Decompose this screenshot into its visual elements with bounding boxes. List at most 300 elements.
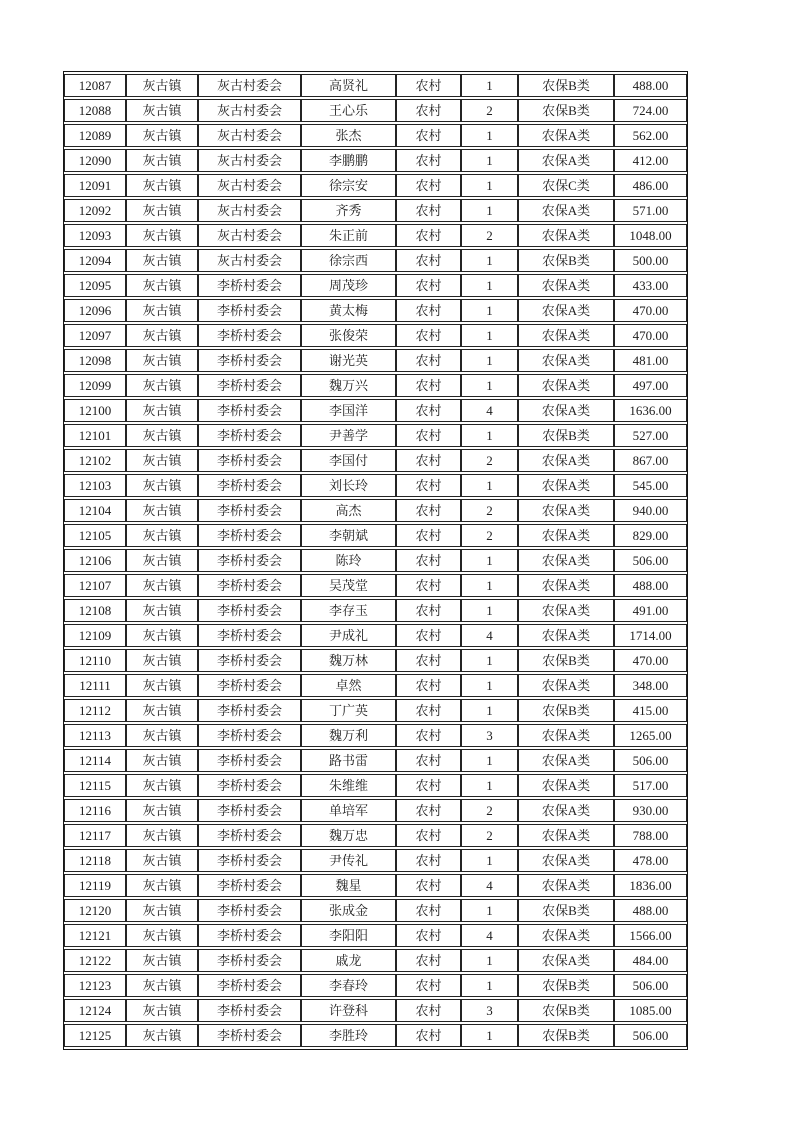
cell-amount: 486.00 bbox=[614, 174, 687, 197]
cell-town: 灰古镇 bbox=[126, 374, 198, 397]
cell-town: 灰古镇 bbox=[126, 74, 198, 97]
cell-town: 灰古镇 bbox=[126, 974, 198, 997]
cell-town: 灰古镇 bbox=[126, 999, 198, 1022]
cell-person_count: 1 bbox=[461, 299, 518, 322]
cell-serial_no: 12122 bbox=[64, 949, 126, 972]
table-row bbox=[64, 674, 687, 697]
cell-person_count: 4 bbox=[461, 874, 518, 897]
cell-person_name: 魏星 bbox=[301, 874, 396, 897]
cell-person_count: 1 bbox=[461, 599, 518, 622]
cell-person_name: 周茂珍 bbox=[301, 274, 396, 297]
table-row bbox=[64, 899, 687, 922]
cell-village_committee: 李桥村委会 bbox=[198, 549, 301, 572]
cell-insurance_class: 农保A类 bbox=[518, 399, 614, 422]
cell-amount: 545.00 bbox=[614, 474, 687, 497]
cell-residence_type: 农村 bbox=[396, 599, 461, 622]
cell-residence_type: 农村 bbox=[396, 99, 461, 122]
table-row bbox=[64, 74, 687, 97]
table-row bbox=[64, 499, 687, 522]
table-row bbox=[64, 699, 687, 722]
cell-town: 灰古镇 bbox=[126, 724, 198, 747]
cell-residence_type: 农村 bbox=[396, 124, 461, 147]
cell-person_name: 尹善学 bbox=[301, 424, 396, 447]
cell-insurance_class: 农保A类 bbox=[518, 224, 614, 247]
cell-residence_type: 农村 bbox=[396, 974, 461, 997]
cell-amount: 488.00 bbox=[614, 74, 687, 97]
table-row bbox=[64, 524, 687, 547]
cell-insurance_class: 农保B类 bbox=[518, 999, 614, 1022]
cell-person_count: 1 bbox=[461, 849, 518, 872]
table-row bbox=[64, 949, 687, 972]
table-row bbox=[64, 99, 687, 122]
cell-village_committee: 灰古村委会 bbox=[198, 74, 301, 97]
cell-person_name: 李朝斌 bbox=[301, 524, 396, 547]
table-row bbox=[64, 999, 687, 1022]
cell-residence_type: 农村 bbox=[396, 174, 461, 197]
cell-residence_type: 农村 bbox=[396, 524, 461, 547]
cell-village_committee: 李桥村委会 bbox=[198, 399, 301, 422]
cell-serial_no: 12125 bbox=[64, 1024, 126, 1047]
table-row bbox=[64, 124, 687, 147]
cell-town: 灰古镇 bbox=[126, 149, 198, 172]
cell-serial_no: 12111 bbox=[64, 674, 126, 697]
cell-person_name: 尹成礼 bbox=[301, 624, 396, 647]
cell-person_name: 谢光英 bbox=[301, 349, 396, 372]
cell-village_committee: 灰古村委会 bbox=[198, 124, 301, 147]
cell-village_committee: 李桥村委会 bbox=[198, 449, 301, 472]
cell-person_name: 卓然 bbox=[301, 674, 396, 697]
cell-serial_no: 12113 bbox=[64, 724, 126, 747]
cell-residence_type: 农村 bbox=[396, 749, 461, 772]
table-row bbox=[64, 299, 687, 322]
cell-amount: 867.00 bbox=[614, 449, 687, 472]
table-body bbox=[64, 74, 687, 1047]
table-row bbox=[64, 724, 687, 747]
cell-insurance_class: 农保A类 bbox=[518, 499, 614, 522]
cell-amount: 1566.00 bbox=[614, 924, 687, 947]
cell-insurance_class: 农保B类 bbox=[518, 99, 614, 122]
table-row bbox=[64, 449, 687, 472]
cell-residence_type: 农村 bbox=[396, 424, 461, 447]
cell-amount: 517.00 bbox=[614, 774, 687, 797]
cell-town: 灰古镇 bbox=[126, 274, 198, 297]
cell-village_committee: 李桥村委会 bbox=[198, 774, 301, 797]
table-row bbox=[64, 624, 687, 647]
cell-village_committee: 李桥村委会 bbox=[198, 374, 301, 397]
cell-residence_type: 农村 bbox=[396, 324, 461, 347]
cell-person_name: 张杰 bbox=[301, 124, 396, 147]
cell-residence_type: 农村 bbox=[396, 299, 461, 322]
cell-insurance_class: 农保B类 bbox=[518, 424, 614, 447]
cell-village_committee: 李桥村委会 bbox=[198, 924, 301, 947]
table-row bbox=[64, 774, 687, 797]
cell-person_count: 1 bbox=[461, 349, 518, 372]
cell-insurance_class: 农保B类 bbox=[518, 699, 614, 722]
cell-village_committee: 李桥村委会 bbox=[198, 524, 301, 547]
cell-person_name: 徐宗西 bbox=[301, 249, 396, 272]
cell-town: 灰古镇 bbox=[126, 649, 198, 672]
cell-serial_no: 12089 bbox=[64, 124, 126, 147]
table-row bbox=[64, 924, 687, 947]
cell-serial_no: 12092 bbox=[64, 199, 126, 222]
cell-town: 灰古镇 bbox=[126, 549, 198, 572]
cell-amount: 1085.00 bbox=[614, 999, 687, 1022]
cell-insurance_class: 农保A类 bbox=[518, 574, 614, 597]
cell-serial_no: 12110 bbox=[64, 649, 126, 672]
cell-person_name: 李胜玲 bbox=[301, 1024, 396, 1047]
cell-residence_type: 农村 bbox=[396, 249, 461, 272]
cell-serial_no: 12088 bbox=[64, 99, 126, 122]
cell-town: 灰古镇 bbox=[126, 824, 198, 847]
cell-residence_type: 农村 bbox=[396, 499, 461, 522]
table-row bbox=[64, 374, 687, 397]
table-row bbox=[64, 824, 687, 847]
cell-town: 灰古镇 bbox=[126, 474, 198, 497]
cell-person_count: 1 bbox=[461, 974, 518, 997]
cell-amount: 497.00 bbox=[614, 374, 687, 397]
cell-serial_no: 12117 bbox=[64, 824, 126, 847]
cell-town: 灰古镇 bbox=[126, 199, 198, 222]
cell-amount: 571.00 bbox=[614, 199, 687, 222]
cell-village_committee: 李桥村委会 bbox=[198, 874, 301, 897]
cell-person_count: 1 bbox=[461, 424, 518, 447]
cell-insurance_class: 农保B类 bbox=[518, 74, 614, 97]
cell-person_count: 1 bbox=[461, 674, 518, 697]
cell-insurance_class: 农保A类 bbox=[518, 924, 614, 947]
table-row bbox=[64, 799, 687, 822]
cell-person_count: 1 bbox=[461, 549, 518, 572]
cell-insurance_class: 农保C类 bbox=[518, 174, 614, 197]
cell-serial_no: 12114 bbox=[64, 749, 126, 772]
cell-person_name: 张成金 bbox=[301, 899, 396, 922]
cell-residence_type: 农村 bbox=[396, 224, 461, 247]
cell-town: 灰古镇 bbox=[126, 424, 198, 447]
cell-amount: 470.00 bbox=[614, 649, 687, 672]
cell-town: 灰古镇 bbox=[126, 499, 198, 522]
cell-insurance_class: 农保B类 bbox=[518, 974, 614, 997]
cell-town: 灰古镇 bbox=[126, 1024, 198, 1047]
cell-amount: 415.00 bbox=[614, 699, 687, 722]
cell-residence_type: 农村 bbox=[396, 624, 461, 647]
cell-serial_no: 12115 bbox=[64, 774, 126, 797]
cell-village_committee: 李桥村委会 bbox=[198, 474, 301, 497]
cell-town: 灰古镇 bbox=[126, 524, 198, 547]
cell-insurance_class: 农保A类 bbox=[518, 624, 614, 647]
cell-insurance_class: 农保A类 bbox=[518, 674, 614, 697]
cell-person_count: 1 bbox=[461, 249, 518, 272]
cell-residence_type: 农村 bbox=[396, 849, 461, 872]
cell-village_committee: 李桥村委会 bbox=[198, 724, 301, 747]
cell-town: 灰古镇 bbox=[126, 774, 198, 797]
cell-town: 灰古镇 bbox=[126, 449, 198, 472]
cell-residence_type: 农村 bbox=[396, 674, 461, 697]
table-container bbox=[63, 71, 688, 1050]
cell-village_committee: 灰古村委会 bbox=[198, 174, 301, 197]
records-table bbox=[63, 71, 688, 1050]
cell-village_committee: 李桥村委会 bbox=[198, 999, 301, 1022]
cell-person_name: 李存玉 bbox=[301, 599, 396, 622]
cell-residence_type: 农村 bbox=[396, 874, 461, 897]
cell-person_count: 1 bbox=[461, 274, 518, 297]
cell-insurance_class: 农保A类 bbox=[518, 474, 614, 497]
cell-amount: 1836.00 bbox=[614, 874, 687, 897]
cell-person_name: 魏万利 bbox=[301, 724, 396, 747]
cell-town: 灰古镇 bbox=[126, 699, 198, 722]
cell-residence_type: 农村 bbox=[396, 1024, 461, 1047]
cell-town: 灰古镇 bbox=[126, 349, 198, 372]
cell-town: 灰古镇 bbox=[126, 299, 198, 322]
cell-insurance_class: 农保A类 bbox=[518, 799, 614, 822]
cell-person_count: 4 bbox=[461, 624, 518, 647]
table-row bbox=[64, 849, 687, 872]
table-row bbox=[64, 174, 687, 197]
cell-village_committee: 灰古村委会 bbox=[198, 224, 301, 247]
cell-amount: 1714.00 bbox=[614, 624, 687, 647]
cell-person_name: 朱维维 bbox=[301, 774, 396, 797]
cell-insurance_class: 农保A类 bbox=[518, 749, 614, 772]
cell-amount: 527.00 bbox=[614, 424, 687, 447]
cell-serial_no: 12108 bbox=[64, 599, 126, 622]
cell-village_committee: 李桥村委会 bbox=[198, 349, 301, 372]
cell-serial_no: 12090 bbox=[64, 149, 126, 172]
cell-person_count: 1 bbox=[461, 174, 518, 197]
cell-insurance_class: 农保A类 bbox=[518, 274, 614, 297]
cell-town: 灰古镇 bbox=[126, 249, 198, 272]
cell-person_count: 1 bbox=[461, 1024, 518, 1047]
cell-insurance_class: 农保A类 bbox=[518, 774, 614, 797]
cell-person_count: 2 bbox=[461, 224, 518, 247]
cell-residence_type: 农村 bbox=[396, 999, 461, 1022]
cell-serial_no: 12124 bbox=[64, 999, 126, 1022]
cell-serial_no: 12101 bbox=[64, 424, 126, 447]
cell-person_name: 李阳阳 bbox=[301, 924, 396, 947]
table-row bbox=[64, 399, 687, 422]
cell-person_name: 李鹏鹏 bbox=[301, 149, 396, 172]
cell-serial_no: 12112 bbox=[64, 699, 126, 722]
cell-town: 灰古镇 bbox=[126, 99, 198, 122]
cell-amount: 506.00 bbox=[614, 1024, 687, 1047]
cell-insurance_class: 农保A类 bbox=[518, 724, 614, 747]
cell-person_name: 李国洋 bbox=[301, 399, 396, 422]
cell-amount: 506.00 bbox=[614, 749, 687, 772]
cell-residence_type: 农村 bbox=[396, 399, 461, 422]
cell-residence_type: 农村 bbox=[396, 724, 461, 747]
cell-residence_type: 农村 bbox=[396, 824, 461, 847]
cell-town: 灰古镇 bbox=[126, 849, 198, 872]
cell-serial_no: 12103 bbox=[64, 474, 126, 497]
cell-person_name: 吴茂堂 bbox=[301, 574, 396, 597]
cell-person_count: 1 bbox=[461, 74, 518, 97]
cell-village_committee: 李桥村委会 bbox=[198, 849, 301, 872]
cell-person_name: 王心乐 bbox=[301, 99, 396, 122]
cell-amount: 491.00 bbox=[614, 599, 687, 622]
cell-insurance_class: 农保A类 bbox=[518, 349, 614, 372]
cell-serial_no: 12105 bbox=[64, 524, 126, 547]
cell-residence_type: 农村 bbox=[396, 899, 461, 922]
cell-person_count: 2 bbox=[461, 799, 518, 822]
cell-serial_no: 12121 bbox=[64, 924, 126, 947]
cell-person_count: 4 bbox=[461, 924, 518, 947]
table-row bbox=[64, 349, 687, 372]
table-row bbox=[64, 1024, 687, 1047]
cell-village_committee: 李桥村委会 bbox=[198, 599, 301, 622]
cell-residence_type: 农村 bbox=[396, 799, 461, 822]
cell-town: 灰古镇 bbox=[126, 874, 198, 897]
cell-residence_type: 农村 bbox=[396, 774, 461, 797]
cell-residence_type: 农村 bbox=[396, 649, 461, 672]
cell-amount: 562.00 bbox=[614, 124, 687, 147]
cell-town: 灰古镇 bbox=[126, 574, 198, 597]
cell-person_name: 戚龙 bbox=[301, 949, 396, 972]
cell-person_count: 2 bbox=[461, 449, 518, 472]
cell-town: 灰古镇 bbox=[126, 949, 198, 972]
cell-person_name: 魏万忠 bbox=[301, 824, 396, 847]
table-row bbox=[64, 574, 687, 597]
cell-amount: 412.00 bbox=[614, 149, 687, 172]
cell-person_count: 2 bbox=[461, 824, 518, 847]
cell-village_committee: 李桥村委会 bbox=[198, 574, 301, 597]
table-row bbox=[64, 249, 687, 272]
cell-residence_type: 农村 bbox=[396, 349, 461, 372]
cell-village_committee: 李桥村委会 bbox=[198, 899, 301, 922]
cell-person_name: 朱正前 bbox=[301, 224, 396, 247]
cell-person_name: 路书雷 bbox=[301, 749, 396, 772]
cell-serial_no: 12102 bbox=[64, 449, 126, 472]
cell-person_name: 尹传礼 bbox=[301, 849, 396, 872]
cell-insurance_class: 农保A类 bbox=[518, 374, 614, 397]
cell-amount: 1265.00 bbox=[614, 724, 687, 747]
cell-person_name: 高杰 bbox=[301, 499, 396, 522]
cell-serial_no: 12097 bbox=[64, 324, 126, 347]
cell-village_committee: 灰古村委会 bbox=[198, 199, 301, 222]
cell-person_name: 许登科 bbox=[301, 999, 396, 1022]
cell-person_count: 1 bbox=[461, 374, 518, 397]
cell-town: 灰古镇 bbox=[126, 749, 198, 772]
cell-person_count: 1 bbox=[461, 774, 518, 797]
table-row bbox=[64, 274, 687, 297]
cell-amount: 478.00 bbox=[614, 849, 687, 872]
table-row bbox=[64, 649, 687, 672]
cell-insurance_class: 农保A类 bbox=[518, 449, 614, 472]
cell-insurance_class: 农保A类 bbox=[518, 199, 614, 222]
cell-amount: 484.00 bbox=[614, 949, 687, 972]
cell-amount: 470.00 bbox=[614, 324, 687, 347]
cell-person_count: 4 bbox=[461, 399, 518, 422]
cell-amount: 500.00 bbox=[614, 249, 687, 272]
cell-residence_type: 农村 bbox=[396, 149, 461, 172]
table-row bbox=[64, 599, 687, 622]
cell-serial_no: 12096 bbox=[64, 299, 126, 322]
cell-insurance_class: 农保A类 bbox=[518, 949, 614, 972]
cell-amount: 930.00 bbox=[614, 799, 687, 822]
cell-residence_type: 农村 bbox=[396, 274, 461, 297]
table-row bbox=[64, 874, 687, 897]
table-row bbox=[64, 199, 687, 222]
cell-insurance_class: 农保A类 bbox=[518, 124, 614, 147]
cell-residence_type: 农村 bbox=[396, 574, 461, 597]
cell-amount: 481.00 bbox=[614, 349, 687, 372]
cell-person_name: 张俊荣 bbox=[301, 324, 396, 347]
cell-insurance_class: 农保B类 bbox=[518, 1024, 614, 1047]
cell-village_committee: 李桥村委会 bbox=[198, 674, 301, 697]
cell-person_count: 1 bbox=[461, 124, 518, 147]
cell-village_committee: 李桥村委会 bbox=[198, 299, 301, 322]
cell-amount: 788.00 bbox=[614, 824, 687, 847]
cell-amount: 940.00 bbox=[614, 499, 687, 522]
cell-person_count: 3 bbox=[461, 724, 518, 747]
cell-person_name: 徐宗安 bbox=[301, 174, 396, 197]
cell-person_count: 1 bbox=[461, 899, 518, 922]
cell-town: 灰古镇 bbox=[126, 599, 198, 622]
cell-insurance_class: 农保A类 bbox=[518, 524, 614, 547]
cell-person_name: 单培军 bbox=[301, 799, 396, 822]
table-row bbox=[64, 424, 687, 447]
cell-person_name: 黄太梅 bbox=[301, 299, 396, 322]
cell-person_name: 魏万兴 bbox=[301, 374, 396, 397]
cell-insurance_class: 农保A类 bbox=[518, 149, 614, 172]
cell-person_count: 2 bbox=[461, 99, 518, 122]
cell-village_committee: 李桥村委会 bbox=[198, 649, 301, 672]
cell-amount: 348.00 bbox=[614, 674, 687, 697]
cell-serial_no: 12118 bbox=[64, 849, 126, 872]
cell-person_name: 李国付 bbox=[301, 449, 396, 472]
cell-residence_type: 农村 bbox=[396, 474, 461, 497]
cell-town: 灰古镇 bbox=[126, 924, 198, 947]
cell-person_count: 2 bbox=[461, 524, 518, 547]
cell-person_name: 李春玲 bbox=[301, 974, 396, 997]
cell-serial_no: 12091 bbox=[64, 174, 126, 197]
cell-person_count: 1 bbox=[461, 574, 518, 597]
cell-village_committee: 李桥村委会 bbox=[198, 824, 301, 847]
cell-village_committee: 李桥村委会 bbox=[198, 499, 301, 522]
cell-insurance_class: 农保A类 bbox=[518, 549, 614, 572]
table-row bbox=[64, 749, 687, 772]
cell-serial_no: 12098 bbox=[64, 349, 126, 372]
cell-insurance_class: 农保B类 bbox=[518, 249, 614, 272]
cell-village_committee: 李桥村委会 bbox=[198, 799, 301, 822]
cell-amount: 433.00 bbox=[614, 274, 687, 297]
cell-person_name: 魏万林 bbox=[301, 649, 396, 672]
cell-village_committee: 李桥村委会 bbox=[198, 424, 301, 447]
cell-town: 灰古镇 bbox=[126, 399, 198, 422]
cell-person_name: 丁广英 bbox=[301, 699, 396, 722]
cell-serial_no: 12099 bbox=[64, 374, 126, 397]
cell-amount: 488.00 bbox=[614, 574, 687, 597]
cell-serial_no: 12116 bbox=[64, 799, 126, 822]
cell-insurance_class: 农保A类 bbox=[518, 324, 614, 347]
cell-person_count: 1 bbox=[461, 699, 518, 722]
cell-insurance_class: 农保A类 bbox=[518, 874, 614, 897]
cell-village_committee: 李桥村委会 bbox=[198, 324, 301, 347]
cell-village_committee: 李桥村委会 bbox=[198, 699, 301, 722]
cell-insurance_class: 农保B类 bbox=[518, 899, 614, 922]
cell-serial_no: 12094 bbox=[64, 249, 126, 272]
cell-serial_no: 12120 bbox=[64, 899, 126, 922]
cell-residence_type: 农村 bbox=[396, 924, 461, 947]
cell-village_committee: 李桥村委会 bbox=[198, 949, 301, 972]
cell-village_committee: 李桥村委会 bbox=[198, 974, 301, 997]
cell-village_committee: 灰古村委会 bbox=[198, 99, 301, 122]
cell-amount: 488.00 bbox=[614, 899, 687, 922]
cell-residence_type: 农村 bbox=[396, 699, 461, 722]
table-row bbox=[64, 474, 687, 497]
cell-person_name: 高贤礼 bbox=[301, 74, 396, 97]
cell-amount: 506.00 bbox=[614, 549, 687, 572]
cell-insurance_class: 农保A类 bbox=[518, 599, 614, 622]
cell-serial_no: 12109 bbox=[64, 624, 126, 647]
cell-insurance_class: 农保A类 bbox=[518, 824, 614, 847]
cell-residence_type: 农村 bbox=[396, 449, 461, 472]
